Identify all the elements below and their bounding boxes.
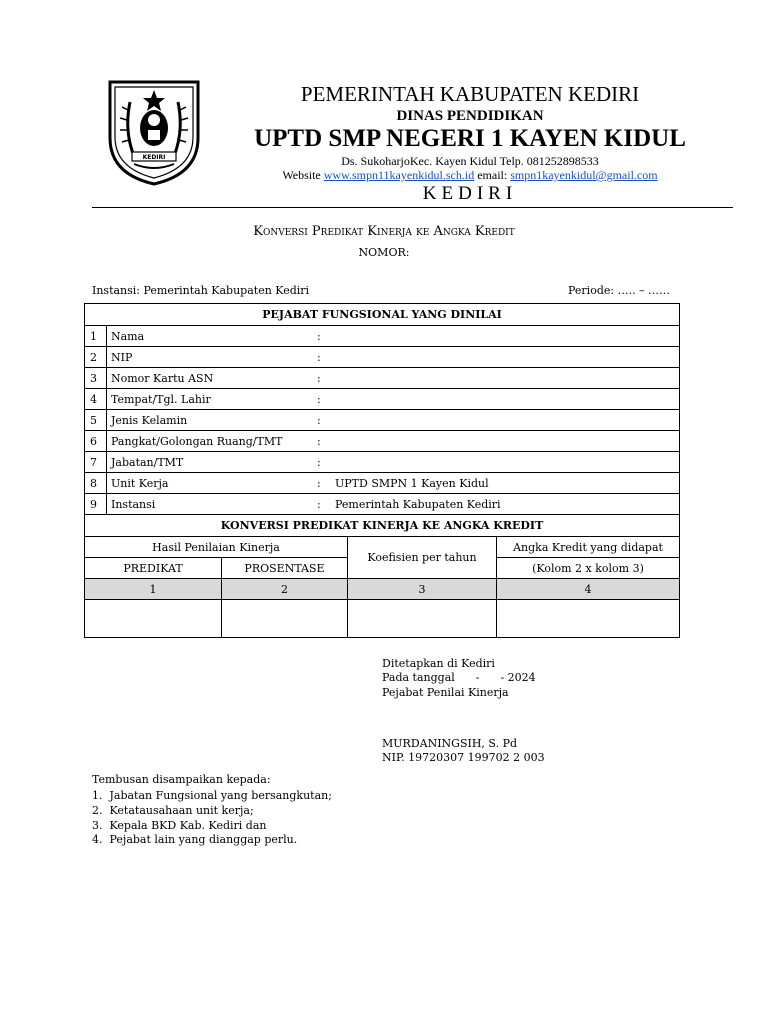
row-number: 1 xyxy=(85,326,107,347)
document-number: NOMOR: xyxy=(358,246,410,259)
field-label: Jabatan/TMT xyxy=(111,455,184,469)
copies-heading: Tembusan disampaikan kepada: xyxy=(92,773,271,786)
table-row xyxy=(85,347,680,368)
table-row xyxy=(85,452,680,473)
table-row xyxy=(85,473,680,494)
field-cell[interactable]: Unit Kerja : UPTD SMPN 1 Kayen Kidul xyxy=(107,473,680,494)
periode-line: Periode: ….. – …… xyxy=(568,284,671,297)
field-label: Pangkat/Golongan Ruang/TMT xyxy=(111,434,283,448)
field-cell[interactable]: Pangkat/Golongan Ruang/TMT : xyxy=(107,431,680,452)
field-label: Tempat/Tgl. Lahir xyxy=(111,392,211,406)
table-row xyxy=(85,410,680,431)
kediri-coat-of-arms-logo xyxy=(104,76,204,188)
assessment-form-table xyxy=(84,303,680,638)
government-name: PEMERINTAH KABUPATEN KEDIRI xyxy=(300,82,640,106)
row-number: 7 xyxy=(85,452,107,473)
letterhead-divider xyxy=(92,207,733,208)
predikat-entry-cell[interactable] xyxy=(85,600,222,638)
prosentase-entry-cell[interactable] xyxy=(222,600,348,638)
predikat-header: PREDIKAT xyxy=(85,558,222,579)
list-item: 2. Ketatausahaan unit kerja; xyxy=(92,804,254,817)
field-cell[interactable]: Nama : xyxy=(107,326,680,347)
prosentase-header: PROSENTASE xyxy=(222,558,348,579)
koefisien-header: Koefisien per tahun xyxy=(348,537,497,579)
document-title xyxy=(84,224,684,239)
signature-place: Ditetapkan di Kediri xyxy=(382,657,495,670)
school-address: Ds. SukoharjoKec. Kayen Kidul Telp. 081252898533 xyxy=(341,154,599,168)
field-label: NIP xyxy=(111,350,133,364)
angka-kredit-entry-cell[interactable] xyxy=(497,600,680,638)
signature-date: Pada tanggal - - 2024 xyxy=(382,671,536,684)
instansi-line: Instansi: Pemerintah Kabupaten Kediri xyxy=(92,284,310,297)
website-link[interactable]: www.smpn11kayenkidul.sch.id xyxy=(323,168,475,182)
row-number: 9 xyxy=(85,494,107,515)
field-cell[interactable]: Jenis Kelamin : xyxy=(107,410,680,431)
field-cell[interactable]: Tempat/Tgl. Lahir : xyxy=(107,389,680,410)
angka-kredit-header: Angka Kredit yang didapat xyxy=(497,537,680,558)
list-item: 1. Jabatan Fungsional yang bersangkutan; xyxy=(92,789,332,802)
field-label: Instansi xyxy=(111,497,156,511)
school-name: UPTD SMP NEGERI 1 KAYEN KIDUL xyxy=(254,125,686,152)
department-name: DINAS PENDIDIKAN xyxy=(396,108,544,124)
field-cell[interactable]: Instansi : Pemerintah Kabupaten Kediri xyxy=(107,494,680,515)
table-row xyxy=(85,326,680,347)
field-label: Unit Kerja xyxy=(111,476,169,490)
table-row xyxy=(85,431,680,452)
list-item: 3. Kepala BKD Kab. Kediri dan xyxy=(92,819,267,832)
document-title-text: Konversi Predikat Kinerja ke Angka Kredit xyxy=(253,224,515,239)
koefisien-entry-cell[interactable] xyxy=(348,600,497,638)
column-number: 1 xyxy=(85,579,222,600)
row-number: 2 xyxy=(85,347,107,368)
website-label: Website xyxy=(282,168,321,182)
field-cell[interactable]: Jabatan/TMT : xyxy=(107,452,680,473)
kolom-formula-header: (Kolom 2 x kolom 3) xyxy=(497,558,680,579)
field-value: UPTD SMPN 1 Kayen Kidul xyxy=(335,476,489,490)
table-row xyxy=(85,494,680,515)
field-label: Jenis Kelamin xyxy=(111,413,188,427)
column-number: 3 xyxy=(348,579,497,600)
column-number: 2 xyxy=(222,579,348,600)
table-row xyxy=(85,389,680,410)
signer-nip: NIP. 19720307 199702 2 003 xyxy=(382,751,545,764)
official-section-heading: PEJABAT FUNGSIONAL YANG DINILAI xyxy=(85,304,680,326)
signer-name: MURDANINGSIH, S. Pd xyxy=(382,737,518,750)
row-number: 5 xyxy=(85,410,107,431)
row-number: 3 xyxy=(85,368,107,389)
list-item: 4. Pejabat lain yang dianggap perlu. xyxy=(92,833,298,846)
field-cell[interactable]: Nomor Kartu ASN : xyxy=(107,368,680,389)
row-number: 8 xyxy=(85,473,107,494)
hasil-penilaian-header: Hasil Penilaian Kinerja xyxy=(85,537,348,558)
row-number: 6 xyxy=(85,431,107,452)
field-label: Nama xyxy=(111,329,145,343)
field-label: Nomor Kartu ASN xyxy=(111,371,214,385)
column-number: 4 xyxy=(497,579,680,600)
contact-line xyxy=(210,168,730,183)
conversion-section-heading: KONVERSI PREDIKAT KINERJA KE ANGKA KREDIT xyxy=(85,515,680,537)
city-name: KEDIRI xyxy=(422,183,518,204)
field-value: Pemerintah Kabupaten Kediri xyxy=(335,497,501,511)
email-link[interactable]: smpn1kayenkidul@gmail.com xyxy=(510,168,658,182)
email-label: email: xyxy=(477,168,508,182)
logo-text: KEDIRI xyxy=(142,154,166,161)
row-number: 4 xyxy=(85,389,107,410)
field-cell[interactable]: NIP : xyxy=(107,347,680,368)
table-row xyxy=(85,368,680,389)
signature-role: Pejabat Penilai Kinerja xyxy=(382,686,509,699)
